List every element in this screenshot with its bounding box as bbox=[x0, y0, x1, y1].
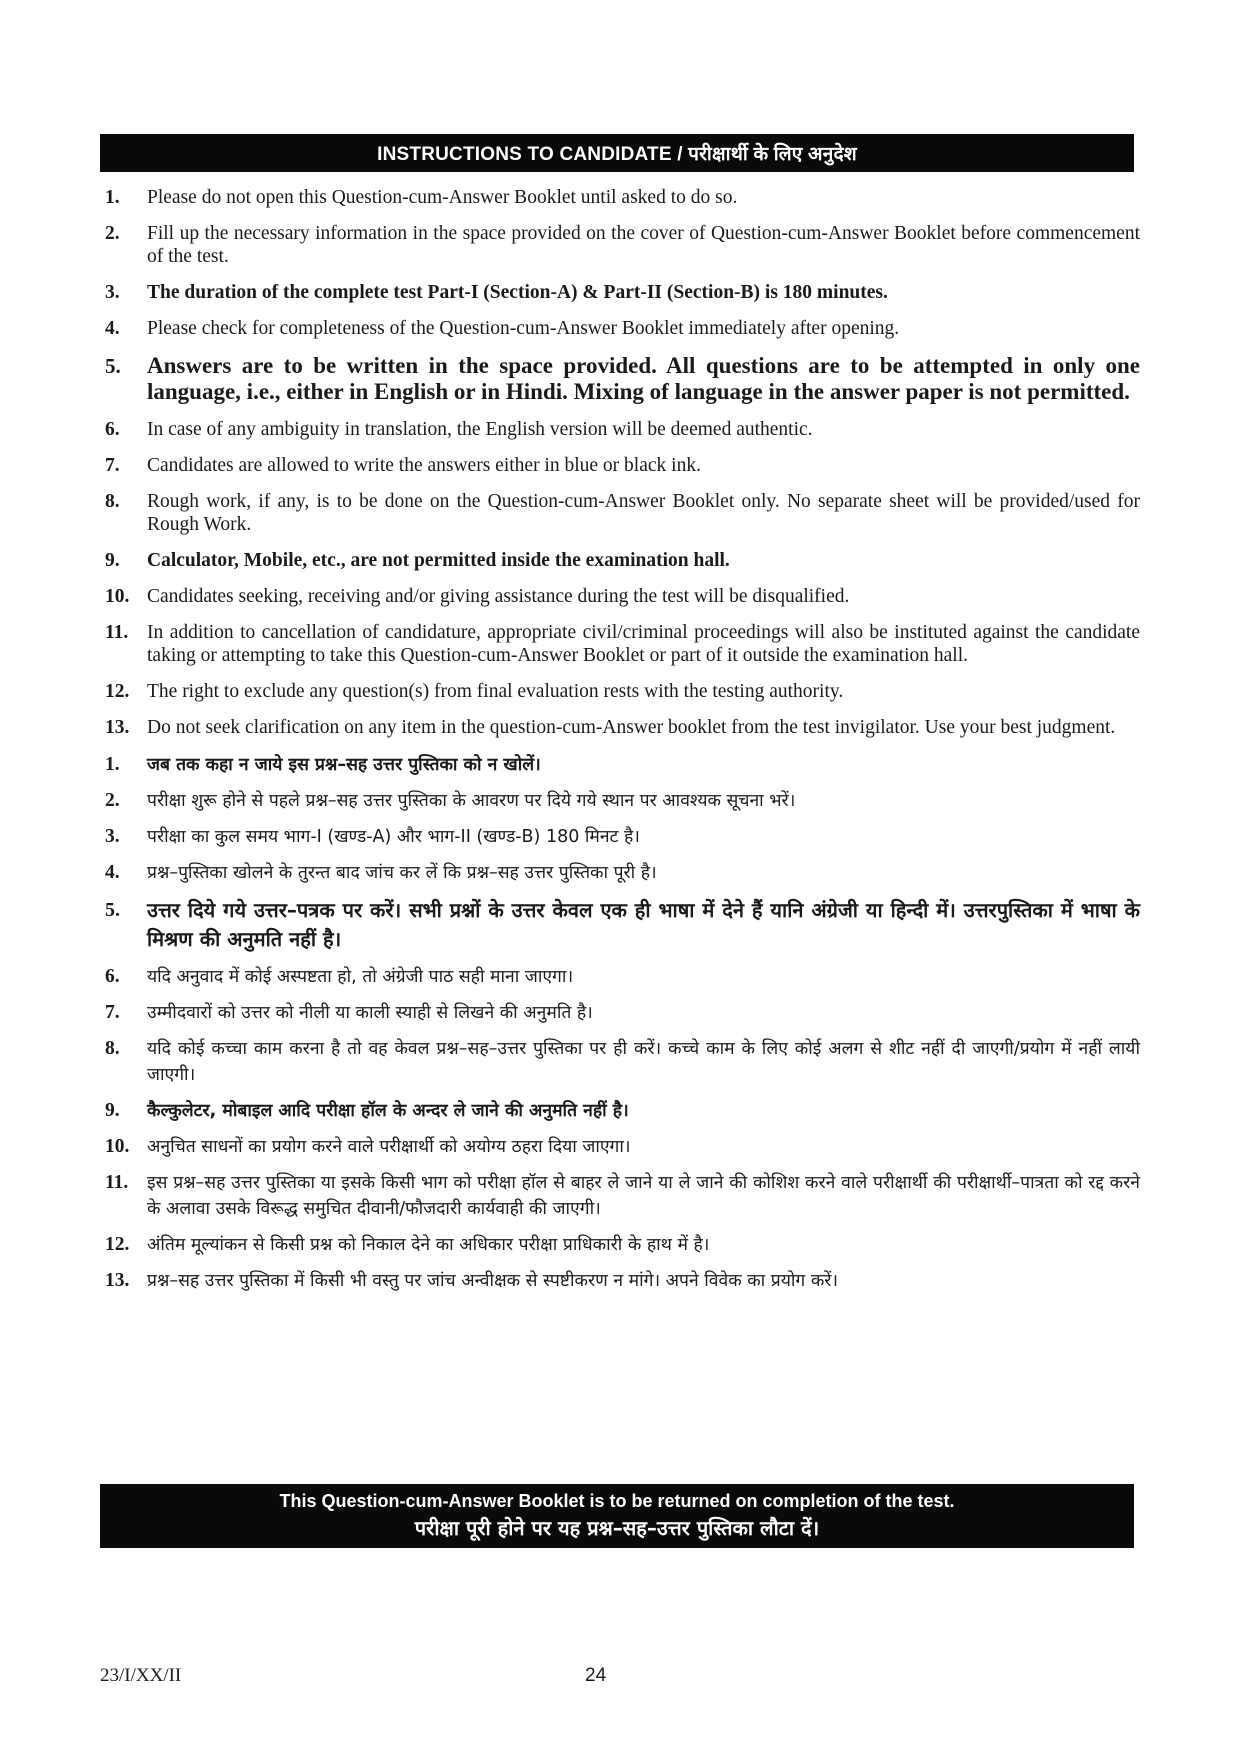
item-text: परीक्षा का कुल समय भाग-I (खण्ड-A) और भाग-II (खण्ड-B) 180 मिनट है। bbox=[147, 827, 640, 847]
instruction-item-hi-8 bbox=[100, 1036, 1140, 1088]
page-number: 24 bbox=[585, 1665, 607, 1686]
instruction-item-hi-12 bbox=[100, 1232, 1140, 1258]
item-number: 2. bbox=[105, 790, 120, 811]
item-text: Answers are to be written in the space provided. All questions are to be attempted in only one language, i.e., either in English or in Hindi. Mixing of language in the answer paper is not permitted. bbox=[147, 353, 1140, 404]
item-number: 13. bbox=[105, 1270, 130, 1291]
return-notice-hindi: परीक्षा पूरी होने पर यह प्रश्न–सह–उत्तर पुस्तिका लौटा दें। bbox=[414, 1516, 820, 1540]
item-text: In case of any ambiguity in translation, the English version will be deemed authentic. bbox=[147, 419, 813, 440]
instruction-item-hi-4 bbox=[100, 860, 1140, 886]
instruction-item-hi-7 bbox=[100, 1000, 1140, 1026]
instruction-item-hi-1 bbox=[100, 752, 1140, 778]
item-text: In addition to cancellation of candidature, appropriate civil/criminal proceedings will also be instituted against the candidate taking or attempting to take this Question-cum-Answer Booklet or part of it outside the examination hall. bbox=[147, 622, 1140, 666]
instruction-item-en-3 bbox=[100, 281, 1140, 304]
booklet-code: 23/I/XX/II bbox=[100, 1665, 182, 1686]
instruction-item-en-4 bbox=[100, 317, 1140, 340]
item-number: 8. bbox=[105, 491, 120, 512]
instruction-item-en-9 bbox=[100, 549, 1140, 572]
item-number: 7. bbox=[105, 455, 120, 476]
item-number: 9. bbox=[105, 550, 120, 571]
item-number: 8. bbox=[105, 1038, 120, 1059]
item-number: 4. bbox=[105, 318, 120, 339]
item-number: 6. bbox=[105, 419, 120, 440]
item-number: 7. bbox=[105, 1002, 120, 1023]
return-notice-english: This Question-cum-Answer Booklet is to be returned on completion of the test. bbox=[279, 1491, 955, 1511]
item-text: परीक्षा शुरू होने से पहले प्रश्न–सह उत्तर पुस्तिका के आवरण पर दिये गये स्थान पर आवश्यक सूचना भरें। bbox=[147, 791, 796, 811]
item-number: 12. bbox=[105, 1234, 130, 1255]
instruction-item-en-6 bbox=[100, 418, 1140, 441]
item-text: Candidates are allowed to write the answers either in blue or black ink. bbox=[147, 455, 701, 476]
item-number: 4. bbox=[105, 862, 120, 883]
instruction-item-hi-5 bbox=[100, 896, 1140, 954]
instructions-title: INSTRUCTIONS TO CANDIDATE / परीक्षार्थी के लिए अनुदेश bbox=[377, 144, 857, 165]
hindi-instructions bbox=[100, 752, 1140, 1294]
return-booklet-notice bbox=[100, 1484, 1134, 1548]
item-number: 6. bbox=[105, 966, 120, 987]
instruction-item-en-1 bbox=[100, 186, 1140, 209]
instruction-item-hi-3 bbox=[100, 824, 1140, 850]
item-text: कैल्कुलेटर, मोबाइल आदि परीक्षा हॉल के अन्दर ले जाने की अनुमति नहीं है। bbox=[147, 1101, 629, 1121]
instruction-item-hi-9 bbox=[100, 1098, 1140, 1124]
item-number: 3. bbox=[105, 282, 120, 303]
item-text: यदि अनुवाद में कोई अस्पष्टता हो, तो अंग्रेजी पाठ सही माना जाएगा। bbox=[147, 967, 574, 987]
item-text: उत्तर दिये गये उत्तर–पत्रक पर करें। सभी प्रश्नों के उत्तर केवल एक ही भाषा में देने हैं यानि अंग्रेजी या हिन्दी में। उत्तरपुस्तिका में भाषा के मिश्रण की अनुमति नहीं है। bbox=[147, 898, 1140, 951]
instruction-item-en-10 bbox=[100, 585, 1140, 608]
item-text: Do not seek clarification on any item in the question-cum-Answer booklet from the test invigilator. Use your best judgment. bbox=[147, 717, 1116, 738]
instructions-list bbox=[100, 186, 1140, 1304]
instruction-item-en-12 bbox=[100, 680, 1140, 703]
item-text: यदि कोई कच्चा काम करना है तो वह केवल प्रश्न–सह–उत्तर पुस्तिका पर ही करें। कच्चे काम के लिए कोई अलग से शीट नहीं दी जाएगी/प्रयोग में नहीं लायी जाएगी। bbox=[147, 1039, 1140, 1085]
item-text: The duration of the complete test Part-I (Section-A) & Part-II (Section-B) is 180 minutes. bbox=[147, 282, 888, 303]
item-text: जब तक कहा न जाये इस प्रश्न–सह उत्तर पुस्तिका को न खोलें। bbox=[147, 755, 541, 775]
instruction-item-hi-6 bbox=[100, 964, 1140, 990]
item-text: प्रश्न–पुस्तिका खोलने के तुरन्त बाद जांच कर लें कि प्रश्न–सह उत्तर पुस्तिका पूरी है। bbox=[147, 863, 657, 883]
item-text: अनुचित साधनों का प्रयोग करने वाले परीक्षार्थी को अयोग्य ठहरा दिया जाएगा। bbox=[147, 1137, 631, 1157]
item-text: इस प्रश्न–सह उत्तर पुस्तिका या इसके किसी भाग को परीक्षा हॉल से बाहर ले जाने या ले जाने की कोशिश करने वाले परीक्षार्थी की परीक्षार्थी–पात्रता को रद्द करने के अलावा उसके विरूद्ध समुचित दीवानी/फौजदारी कार्यवाही की जाएगी। bbox=[147, 1173, 1140, 1219]
item-number: 13. bbox=[105, 717, 130, 738]
item-text: Please do not open this Question-cum-Answer Booklet until asked to do so. bbox=[147, 187, 738, 208]
item-text: Calculator, Mobile, etc., are not permitted inside the examination hall. bbox=[147, 550, 730, 571]
instruction-item-en-5 bbox=[100, 353, 1140, 405]
item-number: 1. bbox=[105, 754, 120, 775]
instruction-item-en-8 bbox=[100, 490, 1140, 536]
item-text: Please check for completeness of the Question-cum-Answer Booklet immediately after opening. bbox=[147, 318, 900, 339]
item-number: 12. bbox=[105, 681, 130, 702]
instruction-item-hi-13 bbox=[100, 1268, 1140, 1294]
instruction-item-hi-11 bbox=[100, 1170, 1140, 1222]
item-number: 5. bbox=[105, 899, 120, 921]
item-number: 2. bbox=[105, 223, 120, 244]
instruction-item-en-11 bbox=[100, 621, 1140, 667]
english-instructions bbox=[100, 186, 1140, 739]
instructions-header bbox=[100, 134, 1134, 172]
item-number: 11. bbox=[105, 1172, 129, 1193]
item-number: 10. bbox=[105, 586, 130, 607]
item-text: अंतिम मूल्यांकन से किसी प्रश्न को निकाल देने का अधिकार परीक्षा प्राधिकारी के हाथ में है। bbox=[147, 1235, 710, 1255]
item-text: Fill up the necessary information in the space provided on the cover of Question-cum-Answer Booklet before commencement of the test. bbox=[147, 223, 1140, 267]
item-number: 10. bbox=[105, 1136, 130, 1157]
instruction-item-en-13 bbox=[100, 716, 1140, 739]
item-text: The right to exclude any question(s) from final evaluation rests with the testing authority. bbox=[147, 681, 844, 702]
instruction-item-en-2 bbox=[100, 222, 1140, 268]
item-number: 1. bbox=[105, 187, 120, 208]
item-text: प्रश्न–सह उत्तर पुस्तिका में किसी भी वस्तु पर जांच अन्वीक्षक से स्पष्टीकरण न मांगे। अपने विवेक का प्रयोग करें। bbox=[147, 1271, 839, 1291]
item-number: 5. bbox=[105, 354, 121, 378]
instruction-item-hi-10 bbox=[100, 1134, 1140, 1160]
item-number: 3. bbox=[105, 826, 120, 847]
item-number: 9. bbox=[105, 1100, 120, 1121]
instruction-item-hi-2 bbox=[100, 788, 1140, 814]
item-text: उम्मीदवारों को उत्तर को नीली या काली स्याही से लिखने की अनुमति है। bbox=[147, 1003, 593, 1023]
item-text: Rough work, if any, is to be done on the Question-cum-Answer Booklet only. No separate sheet will be provided/used for Rough Work. bbox=[147, 491, 1140, 535]
instruction-item-en-7 bbox=[100, 454, 1140, 477]
item-text: Candidates seeking, receiving and/or giving assistance during the test will be disqualified. bbox=[147, 586, 850, 607]
item-number: 11. bbox=[105, 622, 129, 643]
